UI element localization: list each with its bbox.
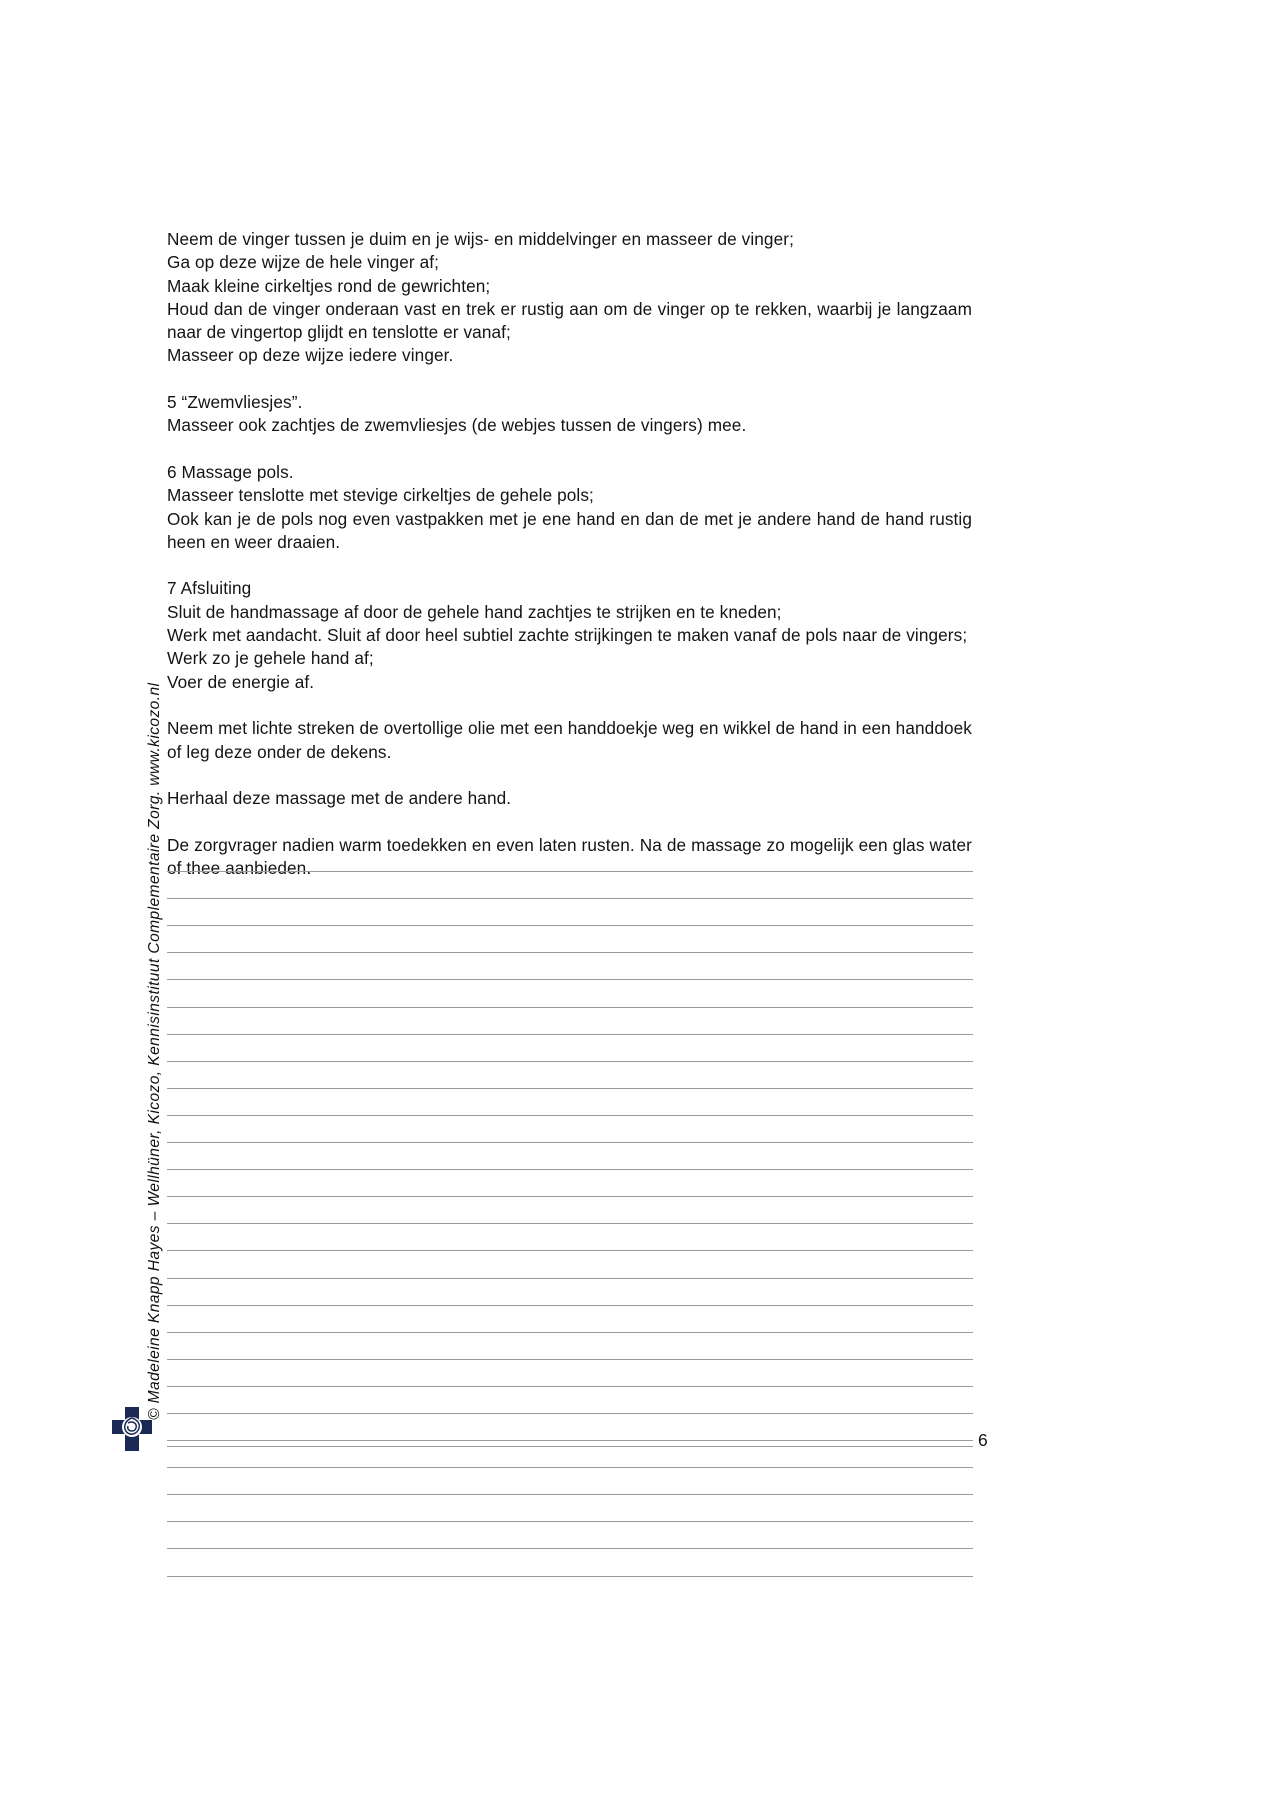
paragraph-closing-other-hand — [167, 787, 972, 810]
text-line: Ook kan je de pols nog even vastpakken met je ene hand en dan de met je andere hand de hand rustig heen en weer draaien. — [167, 508, 972, 552]
note-line — [167, 1170, 973, 1197]
text-line: Maak kleine cirkeltjes rond de gewrichten; — [167, 275, 491, 296]
note-line — [167, 1089, 973, 1116]
text-line: Werk met aandacht. Sluit af door heel subtiel zachte strijkingen te maken vanaf de pols naar de vingers; — [167, 625, 968, 646]
text-line: Masseer op deze wijze iedere vinger. — [167, 345, 454, 366]
document-body — [167, 228, 972, 880]
footer-divider — [167, 1446, 973, 1447]
note-line — [167, 1251, 973, 1278]
page-number: 6 — [978, 1430, 988, 1450]
note-line — [167, 1116, 973, 1143]
copyright-sidebar: © Madeleine Knapp Hayes – Wellhüner, Kicozo, Kennisinstituut Complementaire Zorg. www.kicozo.nl — [146, 682, 163, 1420]
note-line — [167, 953, 973, 980]
text-line: Masseer tenslotte met stevige cirkeltjes de gehele pols; — [167, 485, 594, 506]
text-line: Sluit de handmassage af door de gehele hand zachtjes te strijken en te kneden; — [167, 601, 782, 622]
note-line — [167, 1008, 973, 1035]
paragraph-section-5-zwemvliesjes — [167, 391, 972, 438]
paragraph-section-6-massage-pols — [167, 461, 972, 554]
text-line: Voer de energie af. — [167, 671, 315, 692]
note-line — [167, 1468, 973, 1495]
note-line — [167, 1035, 973, 1062]
note-line — [167, 1197, 973, 1224]
text-line: Ga op deze wijze de hele vinger af; — [167, 252, 439, 273]
paragraph-finger-massage-steps — [167, 228, 972, 368]
kicozo-cross-logo-icon — [108, 1405, 156, 1453]
note-line — [167, 1333, 973, 1360]
note-line — [167, 1306, 973, 1333]
note-line — [167, 845, 973, 872]
note-line — [167, 1224, 973, 1251]
text-line: Neem met lichte streken de overtollige olie met een handdoekje weg en wikkel de hand in een handdoek of leg deze onder de dekens. — [167, 718, 972, 762]
note-line — [167, 1387, 973, 1414]
note-line — [167, 1522, 973, 1549]
notes-ruled-lines — [167, 845, 973, 1577]
note-line — [167, 1549, 973, 1576]
text-line: Werk zo je gehele hand af; — [167, 648, 374, 669]
text-line: Herhaal deze massage met de andere hand. — [167, 788, 512, 809]
text-line: De zorgvrager nadien warm toedekken en even laten rusten. Na de massage zo mogelijk een glas water of thee aanbieden. — [167, 834, 972, 879]
text-line: Houd dan de vinger onderaan vast en trek er rustig aan om de vinger op te rekken, waarbij je langzaam naar de vingertop glijdt en tenslotte er vanaf; — [167, 298, 972, 343]
note-line — [167, 899, 973, 926]
text-line: 6 Massage pols. — [167, 461, 294, 482]
text-line: 7 Afsluiting — [167, 578, 252, 599]
note-line — [167, 1495, 973, 1522]
paragraph-closing-towel — [167, 717, 972, 764]
text-line: 5 “Zwemvliesjes”. — [167, 392, 303, 413]
note-line — [167, 980, 973, 1007]
text-line: Masseer ook zachtjes de zwemvliesjes (de webjes tussen de vingers) mee. — [167, 415, 747, 436]
note-line — [167, 1279, 973, 1306]
note-line — [167, 1360, 973, 1387]
note-line — [167, 1414, 973, 1441]
text-line: Neem de vinger tussen je duim en je wijs- en middelvinger en masseer de vinger; — [167, 229, 794, 249]
note-line — [167, 872, 973, 899]
note-line — [167, 1062, 973, 1089]
note-line — [167, 1143, 973, 1170]
note-line — [167, 926, 973, 953]
paragraph-section-7-afsluiting — [167, 577, 972, 693]
